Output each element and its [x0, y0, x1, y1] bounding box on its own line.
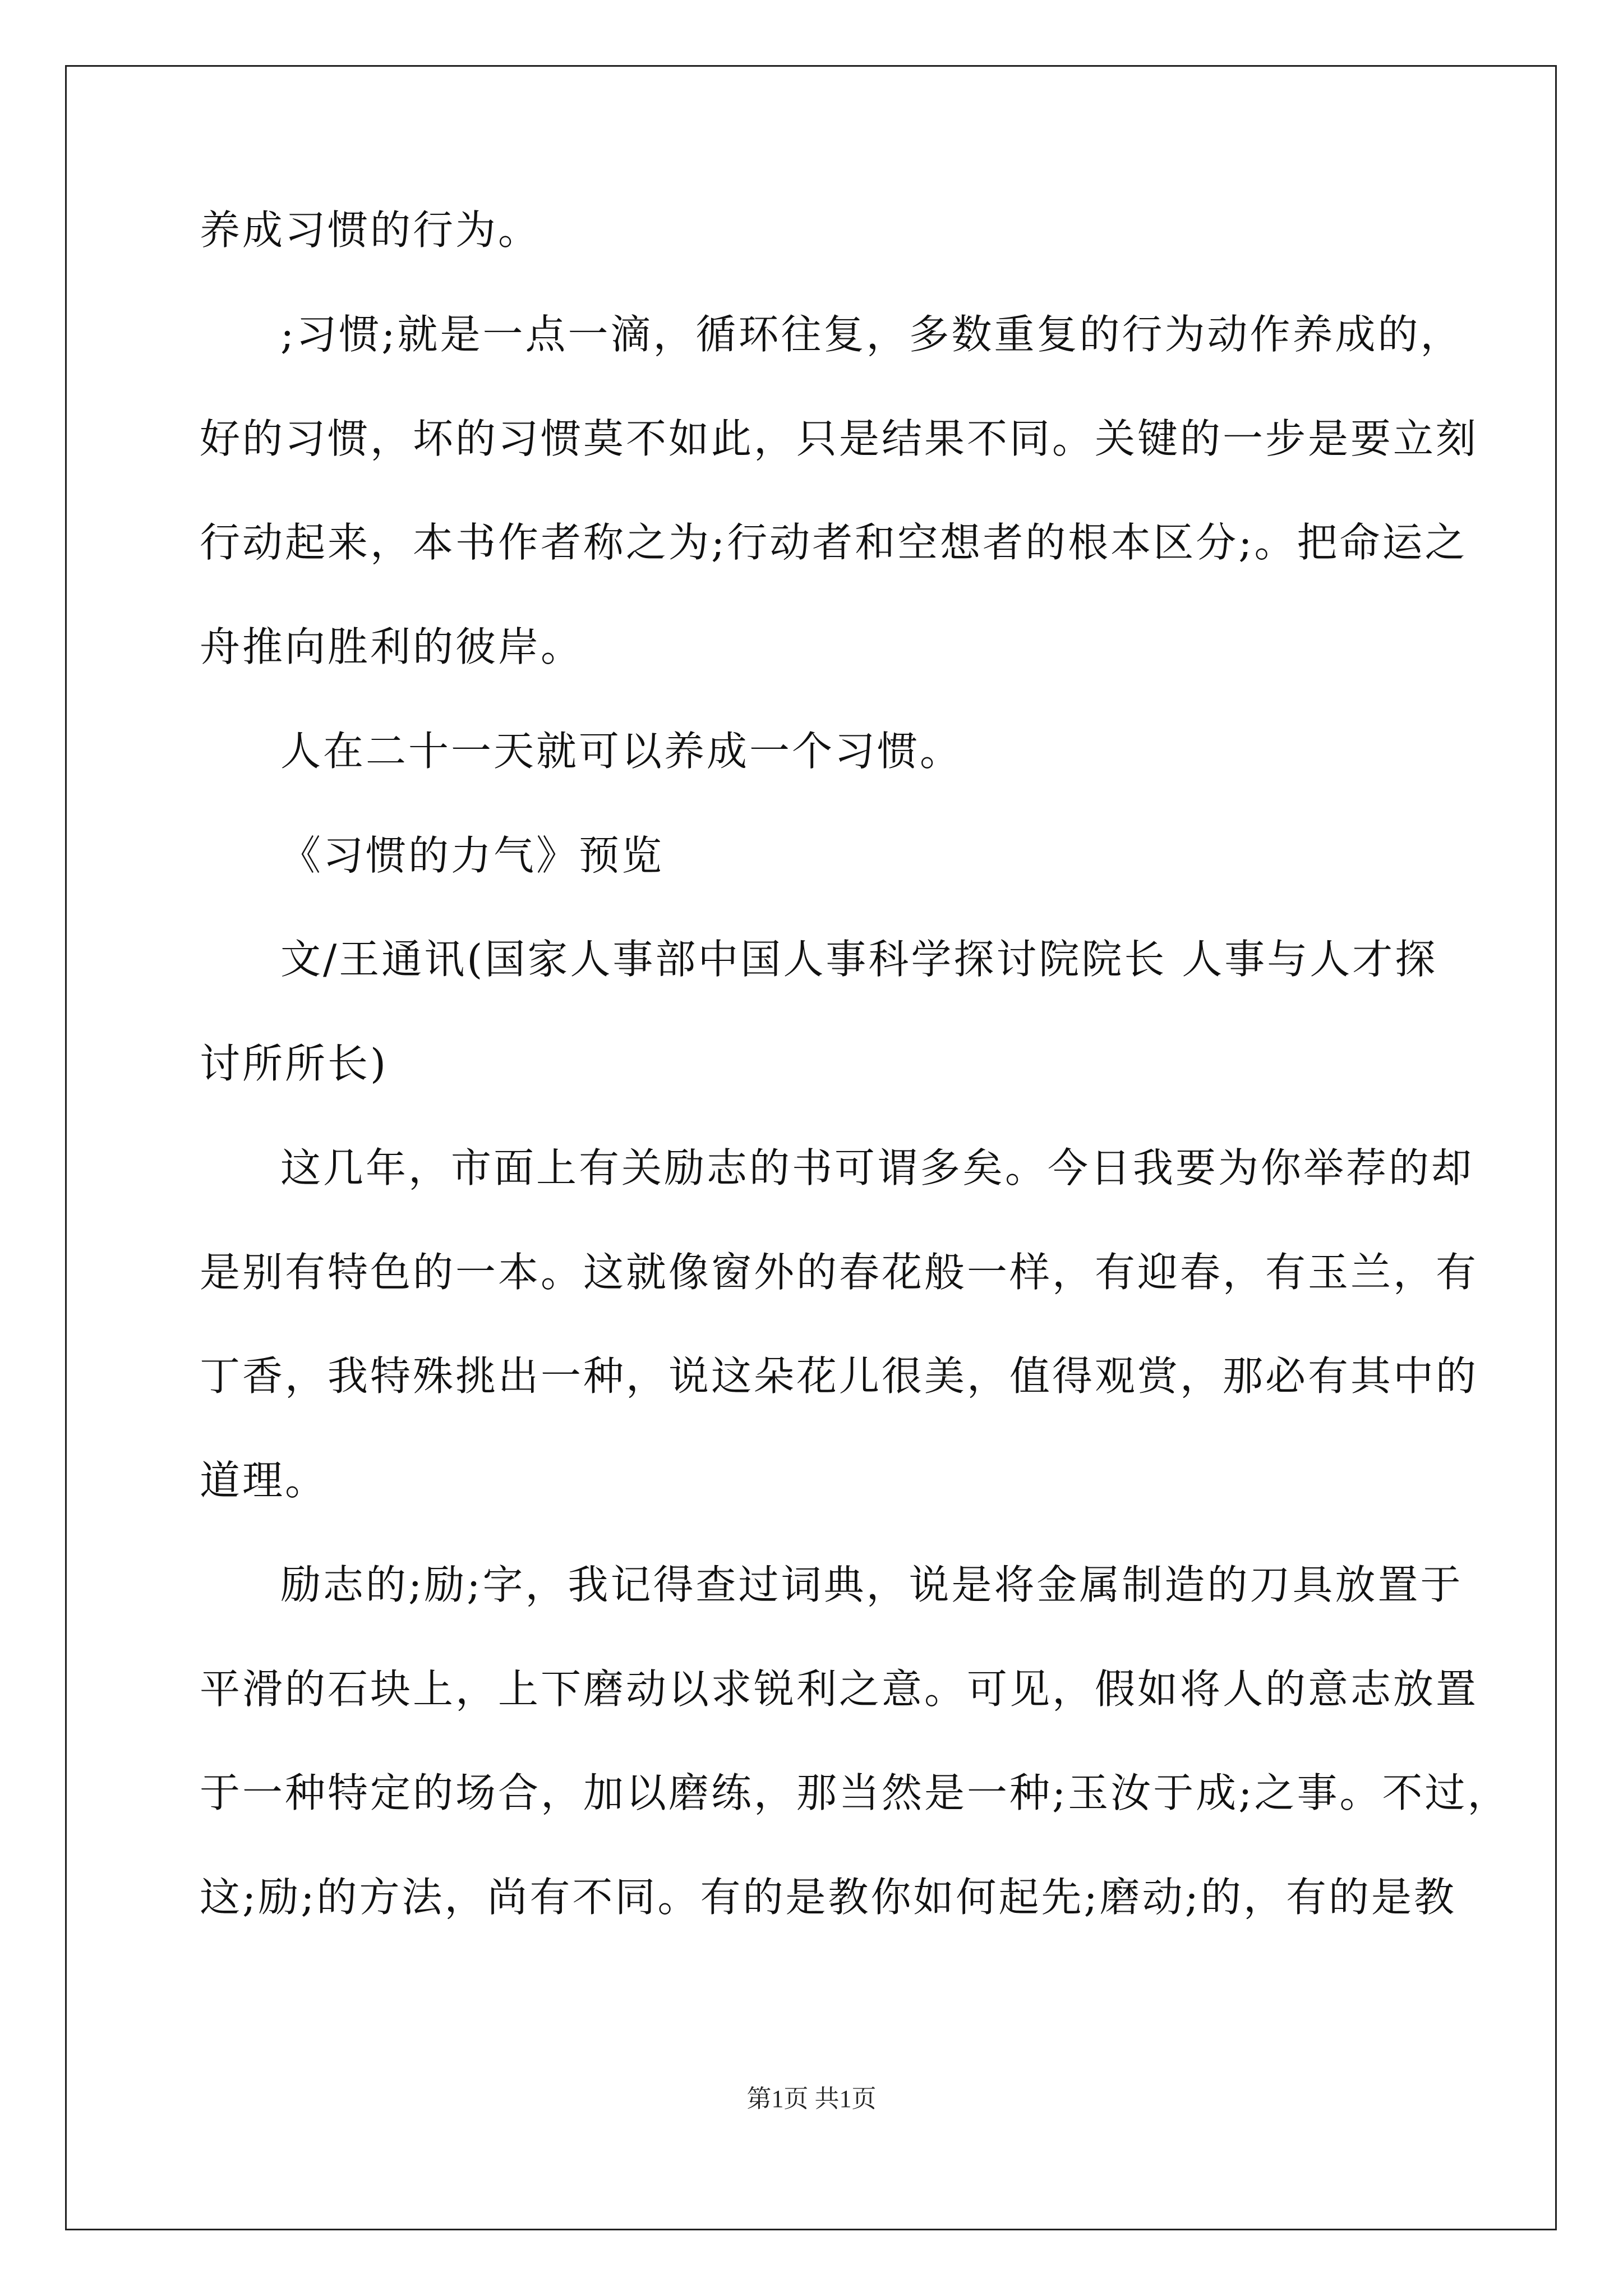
- text-line: 讨所所长): [200, 1040, 389, 1087]
- page-footer: 第1页 共1页: [746, 2085, 877, 2113]
- text-line: 道理。: [200, 1457, 328, 1504]
- text-line: 平滑的石块上，上下磨动以求锐利之意。可见，假如将人的意志放置: [200, 1665, 1479, 1713]
- text-line: 丁香，我特殊挑出一种，说这朵花儿很美，值得观赏，那必有其中的: [200, 1352, 1479, 1400]
- text-line: 励志的;励;字，我记得查过词典，说是将金属制造的刀具放置于: [280, 1561, 1463, 1608]
- text-line: 舟推向胜利的彼岸。: [200, 623, 584, 670]
- text-line: 是别有特色的一本。这就像窗外的春花般一样，有迎春，有玉兰，有: [200, 1249, 1479, 1296]
- text-line: 文/王通讯(国家人事部中国人事科学探讨院院长 人事与人才探: [280, 936, 1438, 983]
- section-title: 《习惯的力气》预览: [280, 832, 665, 879]
- text-line: ;习惯;就是一点一滴，循环往复，多数重复的行为动作养成的，: [280, 311, 1463, 358]
- text-line: 于一种特定的场合，加以磨练，那当然是一种;玉汝于成;之事。不过，: [200, 1769, 1510, 1816]
- text-line: 养成习惯的行为。: [200, 206, 541, 254]
- text-line: 这几年，市面上有关励志的书可谓多矣。今日我要为你举荐的却: [280, 1144, 1474, 1191]
- text-line: 这;励;的方法，尚有不同。有的是教你如何起先;磨动;的，有的是教: [200, 1874, 1457, 1921]
- text-line: 人在二十一天就可以养成一个习惯。: [280, 728, 963, 775]
- text-line: 行动起来，本书作者称之为;行动者和空想者的根本区分;。把命运之: [200, 519, 1468, 566]
- text-line: 好的习惯，坏的习惯莫不如此，只是结果不同。关键的一步是要立刻: [200, 415, 1479, 462]
